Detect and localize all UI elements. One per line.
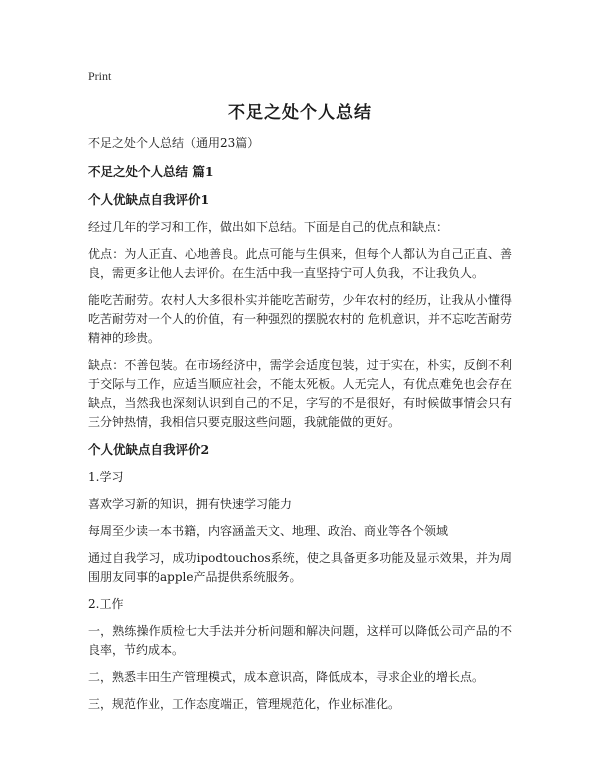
section-heading-1: 个人优缺点自我评价1	[88, 192, 210, 207]
print-link[interactable]: Print	[88, 69, 112, 83]
chapter-heading: 不足之处个人总结 篇1	[88, 164, 214, 179]
paragraph: 喜欢学习新的知识，拥有快速学习能力	[88, 497, 293, 511]
paragraph: 缺点：不善包装。在市场经济中，需学会适度包装，过于实在，朴实，反倒不利于交际与工作，应适当顺应社会，不能太死板。人无完人，有优点难免也会存在缺点，当然我也深刻认识到自己的不足，字写的不是很好，有时候做事情会只有三分钟热情，我相信只要克服这些问题，我就能做的更好。	[88, 358, 512, 429]
paragraph: 一，熟练操作质检七大手法并分析问题和解决问题，这样可以降低公司产品的不良率，节约成本。	[88, 624, 512, 657]
document-title: 不足之处个人总结	[228, 103, 372, 123]
paragraph: 1.学习	[88, 470, 124, 484]
paragraph: 每周至少读一本书籍，内容涵盖天文、地理、政治、商业等各个领域	[88, 524, 449, 538]
paragraph: 通过自我学习，成功ipodtouchos系统，使之具备更多功能及显示效果，并为周围朋友同事的apple产品提供系统服务。	[88, 551, 512, 584]
section-heading-2: 个人优缺点自我评价2	[88, 442, 210, 457]
paragraph: 优点：为人正直、心地善良。此点可能与生俱来，但每个人都认为自己正直、善良，需更多让他人去评价。在生活中我一直坚持宁可人负我，不让我负人。	[88, 247, 512, 280]
paragraph: 二，熟悉丰田生产管理模式，成本意识高，降低成本，寻求企业的增长点。	[88, 670, 485, 684]
paragraph: 三，规范作业，工作态度端正，管理规范化，作业标准化。	[88, 697, 401, 711]
paragraph: 能吃苦耐劳。农村人大多很朴实并能吃苦耐劳，少年农村的经历，让我从小懂得吃苦耐劳对一个人的价值，有一种强烈的摆脱农村的 危机意识，并不忘吃苦耐劳精神的珍贵。	[88, 293, 512, 345]
paragraph: 2.工作	[88, 597, 124, 611]
document-subtitle: 不足之处个人总结（通用23篇）	[88, 136, 260, 150]
paragraph: 经过几年的学习和工作，做出如下总结。下面是自己的优点和缺点：	[88, 220, 449, 234]
